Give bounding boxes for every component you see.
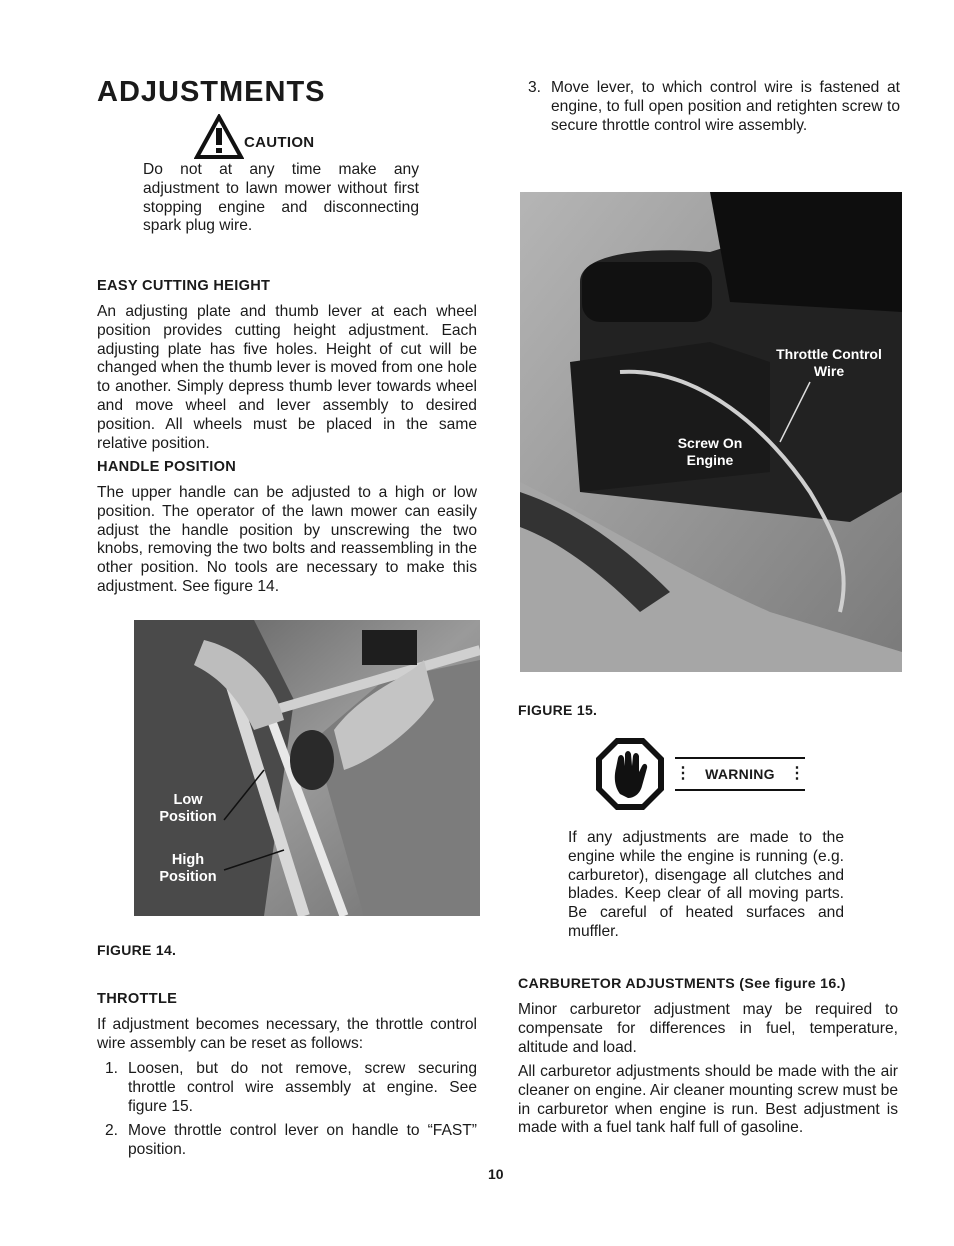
- throttle-step: 2. Move throttle control lever on handle to “FAST” position.: [105, 1122, 477, 1159]
- figure-14-photo: [134, 620, 480, 916]
- carburetor-text-1: Minor carburetor adjustment may be required to compensate for differences in fuel, temperature, altitude and load.: [518, 1001, 898, 1056]
- warning-label: WARNING: [705, 766, 775, 782]
- caution-text: Do not at any time make any adjustment to lawn mower without first stopping engine and disconnecting spark plug wire.: [143, 161, 419, 235]
- warning-text: If any adjustments are made to the engine while the engine is running (e.g. carburetor), disengage all clutches and blades. Keep clear of all moving parts. Be careful of heated surfaces and muffler.: [568, 829, 844, 940]
- figure-15-photo: [520, 192, 902, 672]
- carburetor-heading: CARBURETOR ADJUSTMENTS (See figure 16.): [518, 976, 846, 992]
- throttle-step: 1. Loosen, but do not remove, screw securing throttle control wire assembly at engine. See figure 15.: [105, 1060, 477, 1115]
- throttle-intro: If adjustment becomes necessary, the throttle control wire assembly can be reset as follows:: [97, 1016, 477, 1052]
- figure-15-callout-wire: Throttle Control Wire: [776, 346, 882, 379]
- throttle-steps-right: [520, 79, 900, 141]
- page-title: ADJUSTMENTS: [97, 76, 326, 108]
- stop-hand-icon: [594, 736, 666, 812]
- handle-position-heading: HANDLE POSITION: [97, 459, 237, 475]
- figure-15-label: FIGURE 15.: [518, 702, 598, 718]
- figure-14-callout-low: Low Position: [159, 792, 217, 825]
- easy-cutting-height-heading: EASY CUTTING HEIGHT: [97, 278, 271, 294]
- throttle-heading: THROTTLE: [97, 991, 178, 1007]
- easy-cutting-height-text: An adjusting plate and thumb lever at each wheel position provides cutting height adjustment. Each adjusting plate has five holes. Height of cut will be changed when the thumb lever is moved from one hole to another. Simply depress thumb lever towards wheel and move wheel and lever assembly to desired position. All wheels must be placed in the same relative position.: [97, 303, 477, 452]
- throttle-steps-left: [97, 1060, 477, 1166]
- figure-14-label: FIGURE 14.: [97, 942, 177, 958]
- handle-position-text: The upper handle can be adjusted to a high or low position. The operator of the lawn mower can easily adjust the handle position by unscrewing the two knobs, removing the two bolts and reassembling in the other position. No tools are necessary to make this adjustment. See figure 14.: [97, 484, 477, 595]
- page-number: 10: [488, 1166, 504, 1182]
- carburetor-text-2: All carburetor adjustments should be made with the air cleaner on engine. Air cleaner mounting screw must be in carburetor when engine is run. Best adjustment is made with a fuel tank half full of gasoline.: [518, 1063, 898, 1137]
- figure-14-callout-high: High Position: [159, 852, 217, 885]
- caution-label: CAUTION: [244, 134, 315, 151]
- figure-15-callout-screw: Screw On Engine: [677, 435, 743, 468]
- warning-banner: ⋮ WARNING ⋮: [675, 757, 805, 791]
- caution-triangle-icon: [194, 114, 244, 160]
- throttle-step: 3. Move lever, to which control wire is fastened at engine, to full open position and retighten screw to secure throttle control wire assembly.: [528, 79, 900, 134]
